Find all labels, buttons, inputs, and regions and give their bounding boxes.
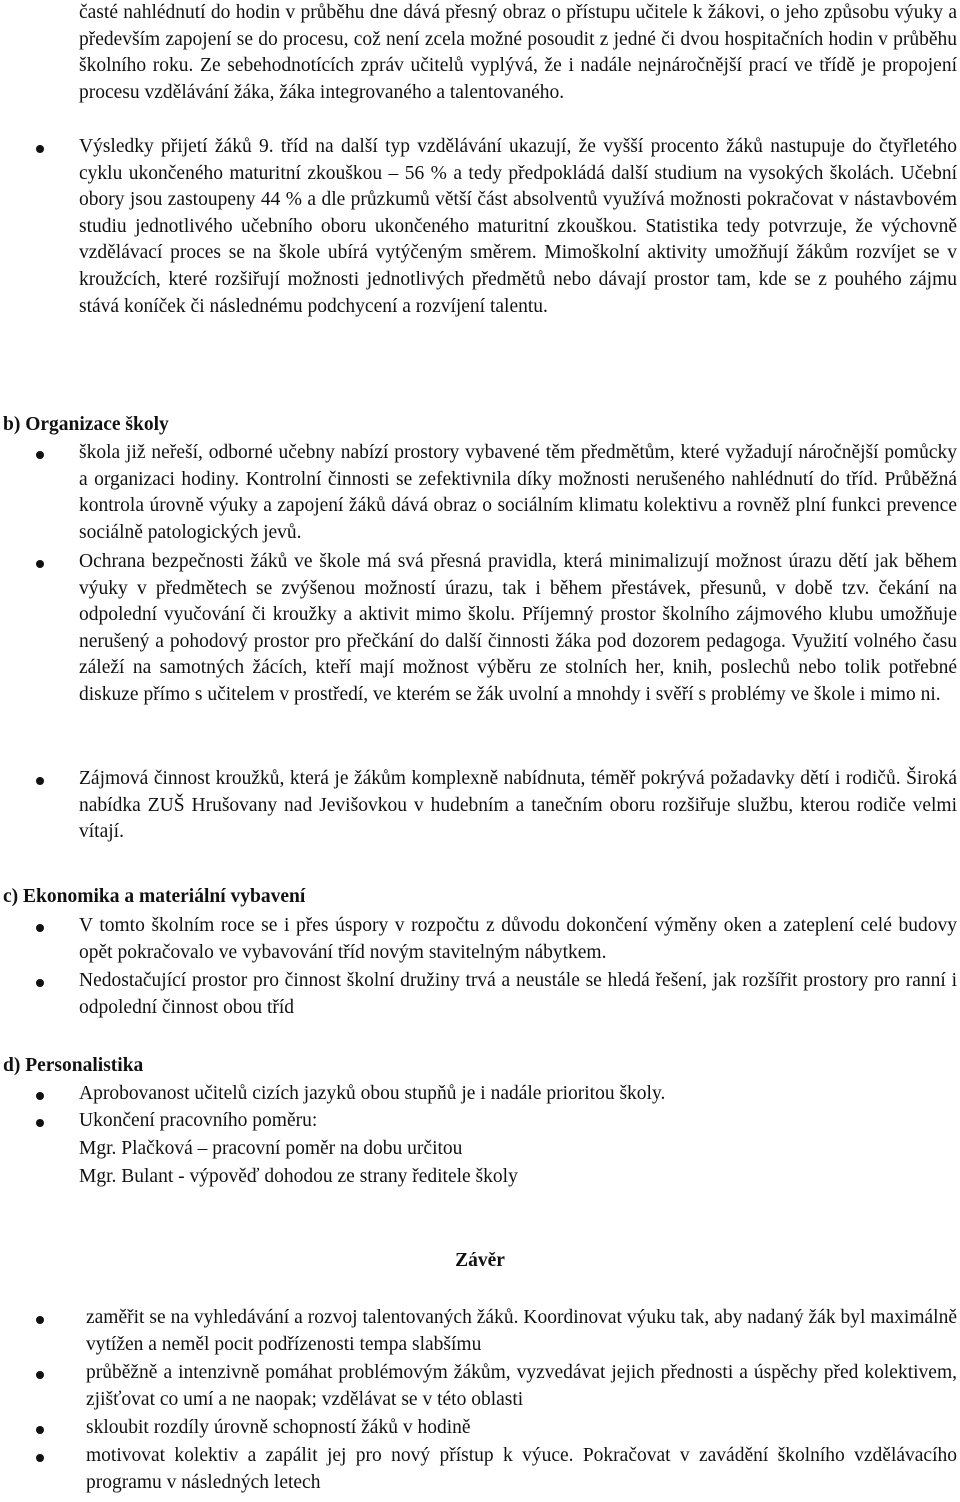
list-item-organization-1: škola již neřeší, odborné učebny nabízí prostory vybavené těm předmětům, které vyžadují náročnější pomůcky a organizaci hodiny. Kontrolní činnosti se zefektivnila díky možnosti nerušeného nahlédnutí do tříd. Průběžná kontrola úrovně výuky a zapojení žáků dává obraz o sociálním klimatu kolektivu a rovněž plní funkci prevence sociálně patologických jevů. [79,442,957,543]
list-item-organization-2: Ochrana bezpečnosti žáků ve škole má svá přesná pravidla, která minimalizují možnost úrazu dětí jak během výuky v předmětech se zvýšenou možností úrazu, tak i během přestávek, přesunů, v době tzv. čekání na odpolední vyučování či kroužky a aktivit mimo školu. Příjemný prostor školního zájmového klubu umožňuje nerušený a pohodový prostor pro přečkání do další činnosti žáka pod dozorem pedagoga. Využití volného času záleží na samotných žácích, kteří mají možnost výběru ze stolních her, knih, poslechů nebo tolik potřebné diskuze přímo s učitelem v prostředí, ve kterém se žák uvolní a mnohdy i svěří s problémy ve škole i mimo ni. [79,551,957,705]
conclusion-heading: Závěr [455,1250,505,1271]
bullet-icon [36,451,44,459]
bullet-icon [36,560,44,568]
bullet-icon [36,924,44,932]
bullet-icon [36,1426,44,1434]
section-heading-personnel: d) Personalistika [3,1055,144,1076]
section-heading-economy: c) Ekonomika a materiální vybavení [3,886,306,907]
bullet-icon [36,777,44,785]
bullet-icon [36,1119,44,1127]
paragraph-admission-results: Výsledky přijetí žáků 9. tříd na další typ vzdělávání ukazují, že vyšší procento žáků nastupuje do čtyřletého cyklu ukončeného maturitní zkouškou – 56 % a tedy předpokládá další studium na vysokých školách. Učební obory jsou zastoupeny 44 % a dle průzkumů větší část absolventů využívá možnosti pokračovat v nástavbovém studiu jednotlivého učebního oboru ukončeného maturitní zkouškou. Statistika tedy potvrzuje, že výchovně vzdělávací proces se na škole ubírá vytýčeným směrem. Mimoškolní aktivity umožňují žákům rozvíjet se v kroužcích, které rozšiřují možnosti jednotlivých předmětů nebo dávají prostor tam, kde se z pouhého zájmu stává koníček či následnému podchycení a rozvíjení talentu. [79,136,957,317]
list-item-personnel-1: Aprobovanost učitelů cizích jazyků obou stupňů je i nadále prioritou školy. [79,1083,666,1104]
conclusion-item-4: motivovat kolektiv a zapálit jej pro nový přístup k výuce. Pokračovat v zavádění školního vzdělávacího programu v následných letech [86,1445,957,1493]
bullet-icon [36,1092,44,1100]
conclusion-item-2: průběžně a intenzivně pomáhat problémovým žákům, vyzvedávat jejich přednosti a úspěchy před kolektivem, zjišťovat co umí a ne naopak; vzdělávat se v této oblasti [86,1362,957,1410]
bullet-icon [36,1371,44,1379]
paragraph-continuation: časté nahlédnutí do hodin v průběhu dne dává přesný obraz o přístupu učitele k žákovi, o jeho způsobu výuky a především zapojení se do procesu, což není zcela možné posoudit z jedné či dvou hospitačních hodin v průběhu školního roku. Ze sebehodnotících zpráv učitelů vyplývá, že i nadále nejnáročnější prací ve třídě je propojení procesu vzdělávání žáka, žáka integrovaného a talentovaného. [79,2,957,103]
personnel-line-2: Mgr. Bulant - výpověď dohodou ze strany ředitele školy [79,1166,518,1187]
list-item-economy-2: Nedostačující prostor pro činnost školní družiny trvá a neustále se hledá řešení, jak rozšířit prostory pro ranní i odpolední činnost obou tříd [79,970,957,1018]
conclusion-item-3: skloubit rozdíly úrovně schopností žáků v hodině [86,1417,471,1438]
section-heading-organization: b) Organizace školy [3,414,169,435]
bullet-icon [36,1316,44,1324]
bullet-icon [36,979,44,987]
bullet-icon [36,145,44,153]
list-item-organization-3: Zájmová činnost kroužků, která je žákům komplexně nabídnuta, téměř pokrývá požadavky dětí i rodičů. Široká nabídka ZUŠ Hrušovany nad Jevišovkou v hudebním a tanečním oboru rozšiřuje službu, kterou rodiče velmi vítají. [79,768,957,843]
personnel-line-1: Mgr. Plačková – pracovní poměr na dobu určitou [79,1138,463,1159]
conclusion-item-1: zaměřit se na vyhledávání a rozvoj talentovaných žáků. Koordinovat výuku tak, aby nadaný žák byl maximálně vytížen a neměl pocit podřízenosti tempa slabšímu [86,1307,957,1355]
bullet-icon [36,1454,44,1462]
list-item-economy-1: V tomto školním roce se i přes úspory v rozpočtu z důvodu dokončení výměny oken a zateplení celé budovy opět pokračovalo ve vybavování tříd novým stavitelným nábytkem. [79,915,957,963]
list-item-personnel-2: Ukončení pracovního poměru: [79,1110,318,1131]
